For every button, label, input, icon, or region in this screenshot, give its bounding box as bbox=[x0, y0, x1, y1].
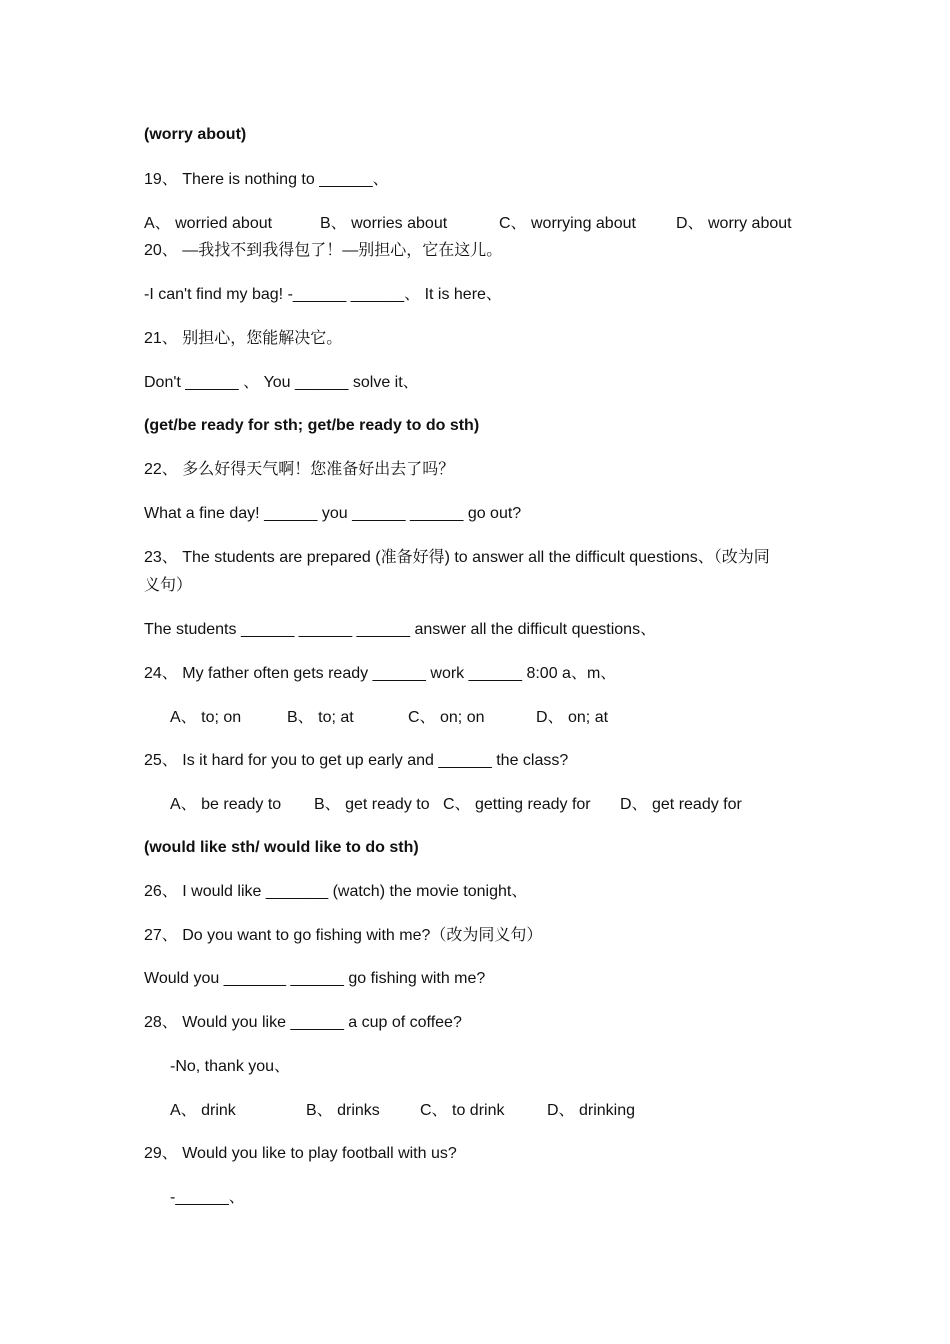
option-c: C、 on; on bbox=[408, 709, 485, 726]
question-21-answer-line: Don't ______ 、 You ______ solve it、 bbox=[144, 374, 419, 391]
question-24: 24、 My father often gets ready ______ work ______ 8:00 a、m、 bbox=[144, 665, 617, 682]
question-29-reply: -______、 bbox=[170, 1189, 245, 1206]
option-b: B、 get ready to bbox=[314, 796, 430, 813]
section-heading-would-like: (would like sth/ would like to do sth) bbox=[144, 839, 419, 856]
option-b: B、 to; at bbox=[287, 709, 354, 726]
option-d: D、 get ready for bbox=[620, 796, 742, 813]
option-a: A、 worried about bbox=[144, 215, 273, 232]
option-c: C、 worrying about bbox=[499, 215, 636, 232]
question-23-continued: 义句） bbox=[144, 577, 193, 594]
option-d: D、 worry about bbox=[676, 215, 792, 232]
option-c: C、 getting ready for bbox=[443, 796, 591, 813]
question-28: 28、 Would you like ______ a cup of coffee? bbox=[144, 1014, 462, 1031]
question-20: 20、 —我找不到我得包了！—别担心，它在这儿。 bbox=[144, 242, 503, 259]
option-a: A、 drink bbox=[170, 1102, 236, 1119]
question-23-answer-line: The students ______ ______ ______ answer all the difficult questions、 bbox=[144, 621, 657, 638]
question-26: 26、 I would like _______ (watch) the movie tonight、 bbox=[144, 883, 528, 900]
option-c: C、 to drink bbox=[420, 1102, 505, 1119]
option-b: B、 worries about bbox=[320, 215, 448, 232]
question-21: 21、 别担心，您能解决它。 bbox=[144, 330, 343, 347]
question-25: 25、 Is it hard for you to get up early and ______ the class? bbox=[144, 752, 569, 769]
section-heading-get-ready: (get/be ready for sth; get/be ready to do sth) bbox=[144, 417, 480, 434]
question-19: 19、 There is nothing to ______、 bbox=[144, 171, 389, 188]
question-20-answer-line: -I can't find my bag! -______ ______、 It is here、 bbox=[144, 286, 502, 303]
option-b: B、 drinks bbox=[306, 1102, 380, 1119]
question-28-reply: -No, thank you、 bbox=[170, 1058, 291, 1075]
option-a: A、 be ready to bbox=[170, 796, 282, 813]
option-d: D、 drinking bbox=[547, 1102, 636, 1119]
section-heading-worry-about: (worry about) bbox=[144, 126, 247, 143]
option-d: D、 on; at bbox=[536, 709, 609, 726]
question-23: 23、 The students are prepared (准备好得) to answer all the difficult questions、（改为同 bbox=[144, 549, 770, 566]
question-27-answer-line: Would you _______ ______ go fishing with me? bbox=[144, 970, 486, 987]
question-29: 29、 Would you like to play football with us? bbox=[144, 1145, 457, 1162]
question-22-answer-line: What a fine day! ______ you ______ ______ go out? bbox=[144, 505, 522, 522]
option-a: A、 to; on bbox=[170, 709, 242, 726]
question-22: 22、 多么好得天气啊！您准备好出去了吗？ bbox=[144, 461, 455, 478]
question-27: 27、 Do you want to go fishing with me?（改为同义句） bbox=[144, 927, 543, 944]
